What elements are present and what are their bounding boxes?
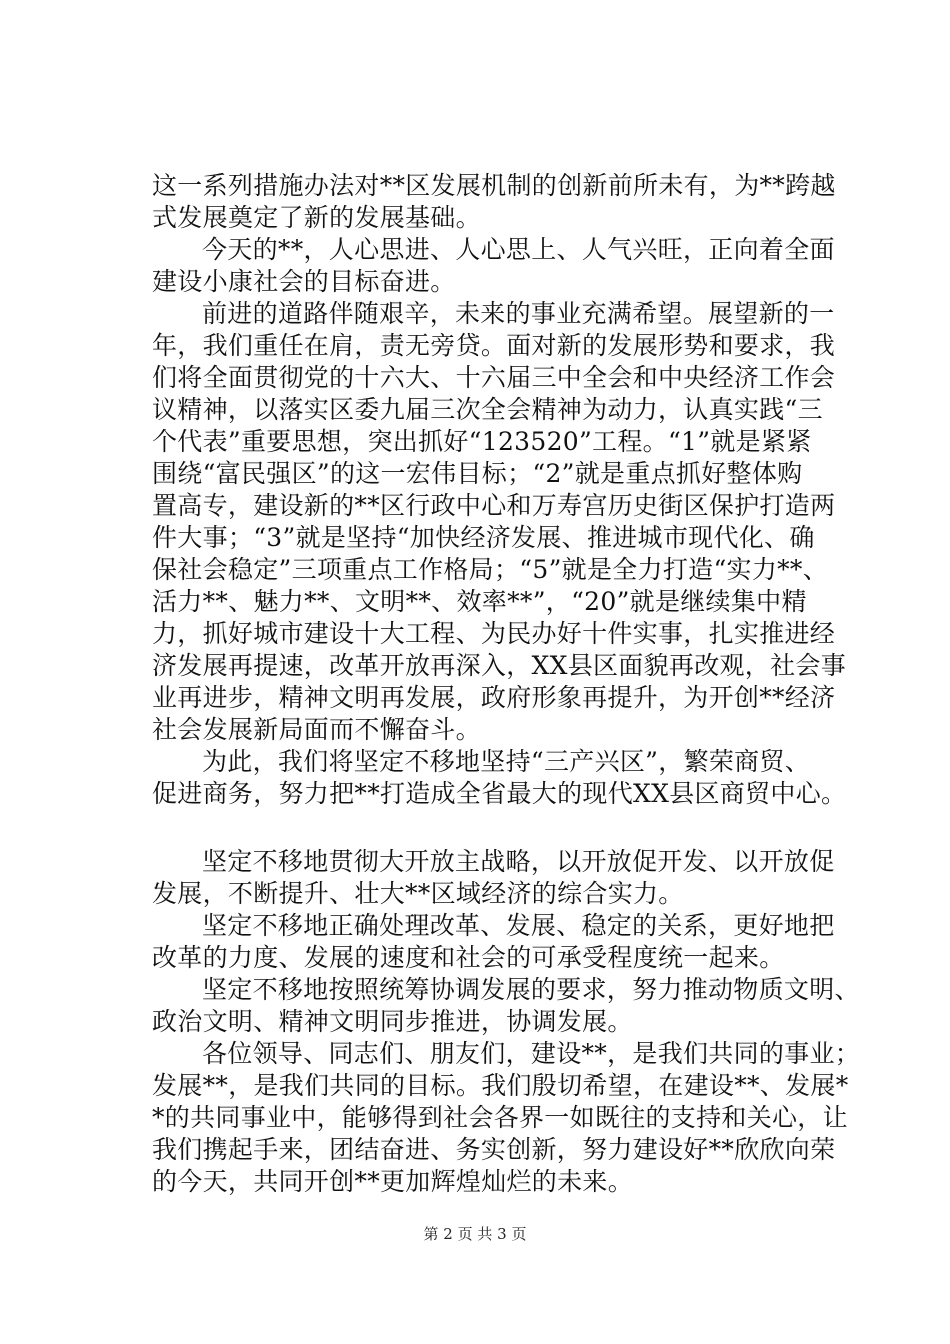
- text-line: 这一系列措施办法对**区发展机制的创新前所未有，为**跨越: [152, 171, 836, 200]
- paragraph: [152, 1038, 861, 1198]
- text-line: *的共同事业中，能够得到社会各界一如既往的支持和关心，让: [152, 1103, 848, 1132]
- paragraph: [152, 974, 860, 1038]
- text-line: 改革的力度、发展的速度和社会的可承受程度统一起来。: [152, 943, 785, 972]
- paragraph: [152, 846, 835, 910]
- text-line: 发展，不断提升、壮大**区域经济的综合实力。: [152, 879, 684, 908]
- text-line: 件大事；“3”就是坚持“加快经济发展、推进城市现代化、确: [152, 523, 815, 552]
- paragraph: [152, 910, 835, 974]
- text-line: 发展**，是我们共同的目标。我们殷切希望，在建设**、发展*: [152, 1071, 849, 1100]
- text-line: 今天的**，人心思进、人心思上、人气兴旺，正向着全面: [202, 235, 835, 264]
- paragraph: [152, 298, 846, 746]
- text-line: 坚定不移地正确处理改革、发展、稳定的关系，更好地把: [202, 911, 835, 940]
- text-line: 议精神，以落实区委九届三次全会精神为动力，认真实践“三: [152, 395, 823, 424]
- text-line: 力，抓好城市建设十大工程、为民办好十件实事，扎实推进经: [152, 619, 836, 648]
- text-line: 为此，我们将坚定不移地坚持“三产兴区”，繁荣商贸、: [202, 747, 811, 776]
- text-line: 社会发展新局面而不懈奋斗。: [152, 715, 481, 744]
- paragraph-spacer: [152, 810, 832, 846]
- text-line: 促进商务，努力把**打造成全省最大的现代XX县区商贸中心。: [152, 779, 847, 808]
- text-line: 活力**、魅力**、文明**、效率**”，“20”就是继续集中精: [152, 587, 807, 616]
- text-line: 坚定不移地按照统筹协调发展的要求，努力推动物质文明、: [202, 975, 860, 1004]
- text-line: 个代表”重要思想，突出抓好“123520”工程。“1”就是紧紧: [152, 427, 812, 456]
- page-number-footer: 第 2 页 共 3 页: [423, 1225, 527, 1243]
- text-line: 建设小康社会的目标奋进。: [152, 267, 456, 296]
- text-line: 保社会稳定”三项重点工作格局；“5”就是全力打造“实力**、: [152, 555, 829, 584]
- text-line: 们将全面贯彻党的十六大、十六届三中全会和中央经济工作会: [152, 363, 836, 392]
- text-line: 业再进步，精神文明再发展，政府形象再提升，为开创**经济: [152, 683, 836, 712]
- text-line: 式发展奠定了新的发展基础。: [152, 203, 481, 232]
- text-line: 各位领导、同志们、朋友们，建设**，是我们共同的事业；: [202, 1039, 861, 1068]
- text-line: 围绕“富民强区”的这一宏伟目标；“2”就是重点抓好整体购: [152, 459, 803, 488]
- text-line: 我们携起手来，团结奋进、务实创新，努力建设好**欣欣向荣: [152, 1135, 836, 1164]
- text-line: 坚定不移地贯彻大开放主战略，以开放促开发、以开放促: [202, 847, 835, 876]
- paragraph: [152, 170, 836, 234]
- text-line: 年，我们重任在肩，责无旁贷。面对新的发展形势和要求，我: [152, 331, 836, 360]
- text-line: 置高专，建设新的**区行政中心和万寿宫历史街区保护打造两: [152, 491, 836, 520]
- text-line: 前进的道路伴随艰辛，未来的事业充满希望。展望新的一: [202, 299, 835, 328]
- text-line: 政治文明、精神文明同步推进，协调发展。: [152, 1007, 633, 1036]
- text-line: 的今天，共同开创**更加辉煌灿烂的未来。: [152, 1167, 634, 1196]
- document-body: [152, 170, 861, 1198]
- paragraph: [152, 234, 835, 298]
- paragraph: [152, 746, 847, 810]
- text-line: 济发展再提速，改革开放再深入，XX县区面貌再改观，社会事: [152, 651, 846, 680]
